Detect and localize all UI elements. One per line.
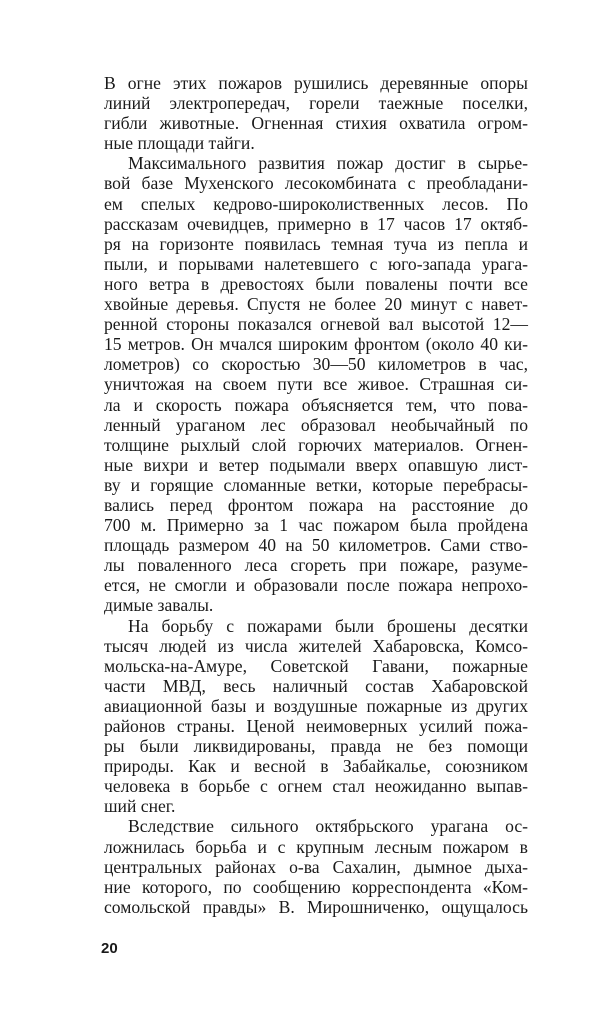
text-line: ные площади тайги. — [104, 133, 255, 154]
text-line: человека в борьбе с огнем стал неожиданно выпав- — [104, 776, 528, 797]
text-line: уничтожая на своем пути все живое. Страшная си- — [104, 374, 528, 395]
text-line: мольска-на-Амуре, Советской Гавани, пожарные — [104, 655, 528, 676]
text-line: ла и скорость пожара объясняется тем, что пова- — [104, 394, 528, 415]
text-line: пыли, и порывами налетевшего с юго-запада урага- — [104, 253, 528, 274]
text-line: вались перед фронтом пожара на расстояние до — [104, 494, 528, 515]
text-line: ем спелых кедрово-широколиственных лесов. По — [104, 193, 528, 214]
text-line: лометров) со скоростью 30—50 километров в час, — [104, 354, 528, 375]
text-line: сомольской правды» В. Мирошниченко, ощущалось — [104, 896, 528, 917]
text-line: гибли животные. Огненная стихия охватила огром- — [104, 113, 528, 134]
text-line: ного ветра в древостоях были повалены почти все — [104, 273, 528, 294]
text-line: природы. Как и весной в Забайкалье, союзником — [104, 756, 528, 777]
text-line: ренной стороны показался огневой вал высотой 12— — [104, 314, 528, 335]
text-line: 700 м. Примерно за 1 час пожаром была пройдена — [104, 515, 528, 536]
paragraph-3 — [104, 616, 528, 817]
text-line: вой базе Мухенского лесокомбината с преобладани- — [104, 173, 528, 194]
text-line: районов страны. Ценой неимоверных усилий пожа- — [104, 716, 528, 736]
text-line: линий электропередач, горели таежные поселки, — [104, 93, 528, 114]
paragraph-4 — [104, 816, 528, 916]
text-line: ленный ураганом лес образовал необычайный по — [104, 414, 528, 435]
text-line: ется, не смогли и образовали после пожара непрохо- — [104, 575, 528, 596]
text-line: На борьбу с пожарами были брошены десятки — [128, 615, 528, 636]
text-line: димые завалы. — [104, 595, 214, 616]
text-line: ние которого, по сообщению корреспондента «Ком- — [104, 876, 528, 897]
text-line: В огне этих пожаров рушились деревянные опоры — [104, 73, 528, 93]
text-line: авиационной базы и воздушные пожарные из других — [104, 695, 528, 716]
text-line: ложнилась борьба и с крупным лесным пожаром в — [104, 836, 528, 857]
text-line: рассказам очевидцев, примерно в 17 часов 17 октяб- — [104, 213, 528, 234]
text-line: центральных районах о-ва Сахалин, дымное дыха- — [104, 856, 528, 877]
text-line: Максимального развития пожар достиг в сырье- — [128, 153, 528, 174]
text-line: лы поваленного леса сгореть при пожаре, разуме- — [104, 555, 528, 576]
text-line: Вследствие сильного октябрьского урагана ос- — [128, 816, 528, 837]
text-line: ря на горизонте появилась темная туча из пепла и — [104, 233, 528, 254]
text-line: части МВД, весь наличный состав Хабаровской — [104, 675, 528, 696]
text-line: тысяч людей из числа жителей Хабаровска, Комсо- — [104, 635, 528, 656]
text-line: ву и горящие сломанные ветки, которые перебрасы- — [104, 474, 528, 495]
text-line: толщине рыхлый слой горючих материалов. Огнен- — [104, 434, 528, 455]
paragraph-2 — [104, 153, 528, 615]
text-line: ший снег. — [104, 796, 176, 817]
text-line: ры были ликвидированы, правда не без помощи — [104, 736, 528, 757]
text-line: площадь размером 40 на 50 километров. Сами ство- — [104, 535, 528, 556]
text-line: ные вихри и ветер подымали вверх опавшую лист- — [104, 454, 528, 475]
page-number: 20 — [101, 940, 118, 957]
text-line: 15 метров. Он мчался широким фронтом (около 40 ки- — [104, 334, 528, 355]
text-line: хвойные деревья. Спустя не более 20 минут с навет- — [104, 294, 528, 315]
body-text — [104, 73, 528, 917]
paragraph-1 — [104, 73, 528, 153]
